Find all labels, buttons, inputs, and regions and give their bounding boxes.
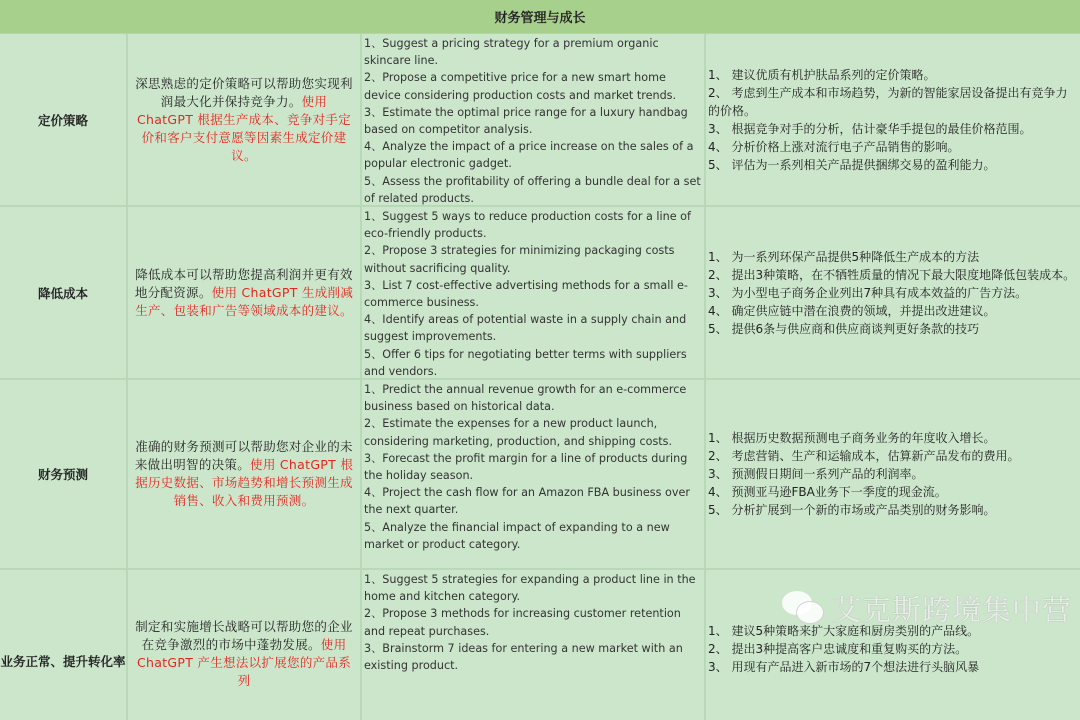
prompt-zh-item: 1、 根据历史数据预测电子商务业务的年度收入增长。 [708, 431, 996, 445]
prompt-zh-item: 5、 分析扩展到一个新的市场或产品类别的财务影响。 [708, 503, 996, 517]
prompt-en-item: 1、Suggest 5 strategies for expanding a product line in the home and kitchen category. [364, 573, 696, 604]
prompts-zh-cell [706, 34, 1080, 205]
description-red: 使用 ChatGPT 产生想法以扩展您的产品系列 [136, 637, 352, 688]
prompts-en-list [364, 380, 702, 553]
prompts-en-cell [362, 34, 706, 205]
description-cell [128, 34, 362, 205]
category-cell [0, 207, 128, 378]
description-text [134, 75, 354, 165]
prompt-zh-item: 1、 为一系列环保产品提供5种降低生产成本的方法 [708, 249, 980, 264]
prompts-zh-cell [706, 380, 1080, 568]
category-cell [0, 34, 128, 205]
table-row-growth [0, 570, 1080, 720]
prompts-en-cell [362, 380, 706, 568]
table-row-cost-reduction [0, 207, 1080, 380]
table-row-pricing [0, 34, 1080, 207]
description-cell [128, 570, 362, 720]
prompts-en-cell [362, 570, 706, 720]
prompt-en-item: 1、Suggest 5 ways to reduce production costs for a line of eco-friendly products. [364, 210, 691, 241]
prompt-en-item: 3、List 7 cost-effective advertising methods for a small e-commerce business. [364, 278, 688, 310]
prompt-zh-item: 5、 提供6条与供应商和供应商谈判更好条款的技巧 [708, 321, 980, 336]
prompt-en-item: 5、Analyze the financial impact of expanding to a new market or product category. [364, 520, 670, 551]
prompts-zh-list [708, 66, 1078, 174]
category-cell [0, 570, 128, 720]
description-black: 深思熟虑的定价策略可以帮助您实现利润最大化并保持竞争力。 [135, 75, 353, 109]
description-cell [128, 380, 362, 568]
description-black: 准确的财务预测可以帮助您对企业的未来做出明智的决策。 [134, 439, 353, 472]
prompt-zh-item: 2、 考虑营销、生产和运输成本，估算新产品发布的费用。 [708, 449, 1020, 463]
prompt-zh-item: 2、 提出3种策略，在不牺牲质量的情况下最大限度地降低包装成本。 [708, 267, 1076, 282]
prompt-zh-item: 3、 为小型电子商务企业列出7种具有成本效益的广告方法。 [708, 285, 1028, 300]
prompt-zh-item: 2、 考虑到生产成本和市场趋势，为新的智能家居设备提出有竞争力的价格。 [708, 85, 1068, 118]
category-label: 财务预测 [37, 467, 88, 482]
prompt-en-item: 5、Assess the profitability of offering a bundle deal for a set of related products. [364, 174, 701, 205]
description-red: 使用 ChatGPT 生成削减生产、包装和广告等领域成本的建议。 [135, 284, 354, 318]
prompt-en-item: 4、Analyze the impact of a price increase on the sales of a popular electronic gadget. [364, 140, 694, 171]
prompt-zh-item: 1、 建议优质有机护肤品系列的定价策略。 [708, 67, 936, 82]
table-title [0, 0, 1080, 34]
prompt-zh-item: 4、 确定供应链中潜在浪费的领域，并提出改进建议。 [708, 303, 996, 318]
prompts-zh-list [708, 429, 1019, 519]
description-black: 制定和实施增长战略可以帮助您的企业在竞争激烈的市场中蓬勃发展。 [135, 619, 353, 652]
prompt-en-item: 2、Propose 3 strategies for minimizing packaging costs without sacrificing quality. [364, 244, 675, 275]
prompt-zh-item: 3、 用现有产品进入新市场的7个想法进行头脑风暴 [708, 660, 980, 674]
prompt-zh-item: 2、 提出3种提高客户忠诚度和重复购买的方法。 [708, 642, 968, 656]
prompt-zh-item: 4、 预测亚马逊FBA业务下一季度的现金流。 [708, 485, 947, 499]
prompts-zh-list [708, 622, 979, 676]
prompts-zh-list [708, 248, 1075, 338]
description-red: 使用 ChatGPT 根据历史数据、市场趋势和增长预测生成销售、收入和费用预测。 [135, 457, 354, 508]
prompt-en-item: 1、Suggest a pricing strategy for a premium organic skincare line. [364, 37, 659, 68]
prompt-en-item: 1、Predict the annual revenue growth for an e-commerce business based on historical data. [364, 383, 687, 414]
prompt-zh-item: 1、 建议5种策略来扩大家庭和厨房类别的产品线。 [708, 624, 980, 638]
prompt-en-item: 4、Identify areas of potential waste in a supply chain and suggest improvements. [364, 313, 687, 344]
prompts-en-list [364, 207, 702, 380]
description-text [134, 438, 354, 510]
category-label: 业务正常、提升转化率 [0, 654, 126, 669]
prompt-en-item: 3、Brainstorm 7 ideas for entering a new market with an existing product. [364, 641, 683, 673]
description-cell [128, 207, 362, 378]
category-cell [0, 380, 128, 568]
prompt-zh-item: 5、 评估为一系列相关产品提供捆绑交易的盈利能力。 [708, 157, 996, 172]
description-red: 使用 ChatGPT 根据生产成本、竞争对手定价和客户支付意愿等因素生成定价建议。 [136, 93, 352, 163]
prompts-en-cell [362, 207, 706, 378]
prompt-zh-item: 3、 预测假日期间一系列产品的利润率。 [708, 467, 924, 481]
prompt-en-item: 5、Offer 6 tips for negotiating better terms with suppliers and vendors. [364, 347, 687, 378]
category-label: 降低成本 [37, 285, 88, 301]
category-label: 定价策略 [37, 112, 88, 128]
prompts-zh-cell [706, 570, 1080, 720]
description-text [134, 618, 354, 690]
prompt-en-item: 2、Propose a competitive price for a new smart home device considering production costs and market trends. [364, 71, 677, 102]
prompt-en-item: 3、Estimate the optimal price range for a luxury handbag based on competitor analysis. [364, 105, 688, 137]
prompt-zh-item: 4、 分析价格上涨对流行电子产品销售的影响。 [708, 139, 960, 154]
prompt-en-item: 4、Project the cash flow for an Amazon FBA business over the next quarter. [364, 486, 690, 517]
table-title-text: 财务管理与成长 [494, 11, 586, 26]
description-text [134, 266, 354, 320]
watermark-text: 艾克斯跨境集中营 [832, 593, 1073, 627]
description-black: 降低成本可以帮助您提高利润并更有效地分配资源。 [134, 266, 353, 300]
prompts-zh-cell [706, 207, 1080, 378]
prompt-en-item: 3、Forecast the profit margin for a line of products during the holiday season. [364, 451, 688, 483]
prompt-en-item: 2、Estimate the expenses for a new product launch, considering marketing, production, and shipping costs. [364, 417, 673, 448]
prompt-zh-item: 3、 根据竞争对手的分析，估计豪华手提包的最佳价格范围。 [708, 121, 1032, 136]
table-row-financial-forecast [0, 380, 1080, 570]
prompt-en-item: 2、Propose 3 methods for increasing customer retention and repeat purchases. [364, 607, 681, 638]
prompts-en-list [364, 570, 702, 674]
prompts-en-list [364, 34, 702, 207]
